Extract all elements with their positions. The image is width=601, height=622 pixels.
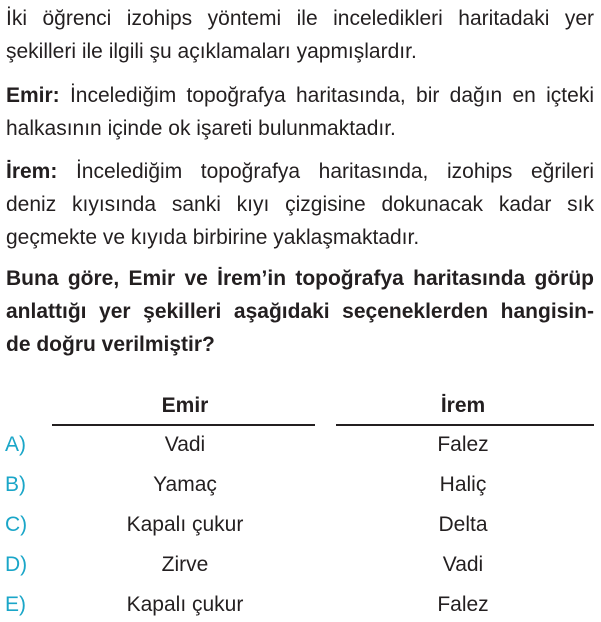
column-header-irem: İrem: [440, 394, 486, 417]
column-header-emir: Emir: [161, 394, 209, 417]
emir-statement: [6, 79, 594, 145]
option-letter: A): [5, 433, 26, 456]
option-emir-value: Yamaç: [153, 473, 217, 496]
irem-statement-line: geçmekte ve kıyıda birbirine yaklaşmaktadır.: [6, 226, 420, 249]
option-letter: E): [5, 593, 26, 616]
irem-statement-text: İncelediğim topoğrafya haritasında, izohips eğrileri: [57, 160, 594, 183]
emir-statement-line: [6, 79, 594, 112]
question-line: anlattığı yer şekilleri aşağıdaki seçeneklerden hangisin-: [6, 300, 594, 323]
option-letter: C): [5, 513, 28, 536]
option-letter: D): [5, 553, 28, 576]
option-emir-value: Zirve: [161, 553, 209, 576]
answer-option-e[interactable]: [0, 590, 601, 620]
option-irem-value: Falez: [437, 593, 489, 616]
answer-option-c[interactable]: [0, 510, 601, 540]
irem-statement-line: [6, 155, 594, 188]
answer-option-b[interactable]: [0, 470, 601, 500]
option-emir-value: Kapalı çukur: [126, 593, 244, 616]
option-letter: B): [5, 473, 26, 496]
irem-statement-line: deniz kıyısında sanki kıyı çizgisine dokunacak kadar sık: [6, 193, 594, 216]
speaker-label-irem: İrem:: [6, 160, 58, 183]
option-irem-value: Vadi: [442, 553, 484, 576]
answer-option-d[interactable]: [0, 550, 601, 580]
emir-statement-text: İncelediğim topoğrafya haritasında, bir dağın en içteki: [59, 84, 594, 107]
option-emir-value: Vadi: [164, 433, 206, 456]
header-underline-emir: [52, 424, 315, 426]
emir-statement-line: halkasının içinde ok işareti bulunmaktadır.: [6, 117, 396, 140]
intro-line: İki öğrenci izohips yöntemi ile inceledikleri haritadaki yer: [6, 7, 594, 30]
answer-option-a[interactable]: [0, 430, 601, 460]
intro-paragraph: [6, 2, 594, 68]
option-irem-value: Haliç: [439, 473, 487, 496]
intro-line: şekilleri ile ilgili şu açıklamaları yapmışlardır.: [6, 40, 417, 63]
header-underline-irem: [336, 424, 594, 426]
irem-statement: [6, 155, 594, 254]
option-irem-value: Falez: [437, 433, 489, 456]
option-emir-value: Kapalı çukur: [126, 513, 244, 536]
question-stem: [6, 262, 594, 361]
speaker-label-emir: Emir:: [6, 84, 60, 107]
question-line: Buna göre, Emir ve İrem’in topoğrafya haritasında görüp: [6, 267, 594, 290]
option-irem-value: Delta: [438, 513, 488, 536]
question-line: de doğru verilmiştir?: [6, 333, 215, 356]
